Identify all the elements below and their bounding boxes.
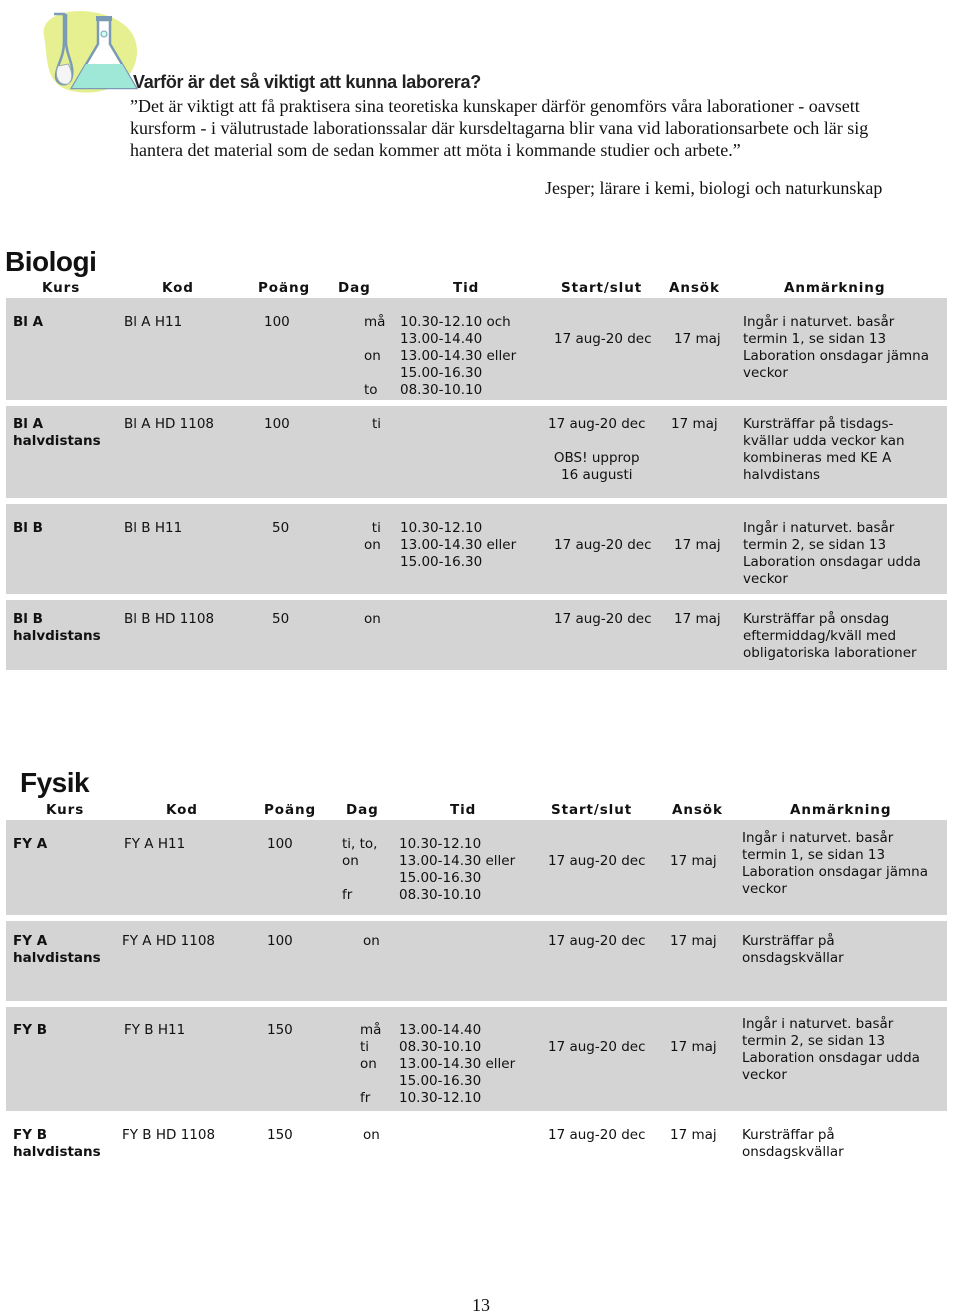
header-kod: Kod	[162, 280, 194, 296]
cell-poang: 50	[272, 611, 290, 627]
cell-poang: 150	[267, 1127, 293, 1143]
cell-kurs: Bl A halvdistans	[13, 416, 101, 449]
cell-start-slut: 17 aug-20 dec	[554, 537, 652, 553]
cell-kod: Bl B H11	[124, 520, 183, 536]
cell-kod: Bl A HD 1108	[124, 416, 215, 432]
cell-kod: FY B HD 1108	[122, 1127, 216, 1143]
intro-quote	[130, 95, 920, 161]
header-tid: Tid	[453, 280, 480, 296]
header-poang: Poäng	[264, 802, 317, 818]
cell-start-slut: 17 aug-20 dec OBS! upprop 16 augusti	[548, 416, 646, 483]
cell-poang: 100	[267, 933, 293, 949]
cell-dag: on	[363, 1127, 380, 1143]
cell-kurs: FY A	[13, 836, 48, 852]
header-anmarkning: Anmärkning	[790, 802, 892, 818]
intro-title: Varför är det så viktigt att kunna laborera?	[133, 72, 481, 92]
cell-ansok: 17 maj	[670, 853, 717, 869]
cell-dag: on	[364, 611, 381, 627]
cell-ansok: 17 maj	[670, 1127, 717, 1143]
cell-kurs: Bl B	[13, 520, 43, 536]
header-kurs: Kurs	[42, 280, 81, 296]
cell-ansok: 17 maj	[674, 611, 721, 627]
header-dag: Dag	[338, 280, 371, 296]
cell-dag: on	[363, 933, 380, 949]
cell-anmarkning: Kursträffar på onsdag eftermiddag/kväll med obligatoriska laborationer	[743, 611, 917, 661]
cell-anmarkning: Ingår i naturvet. basår termin 2, se sidan 13 Laboration onsdagar udda veckor	[743, 520, 921, 587]
header-ansok: Ansök	[669, 280, 720, 296]
cell-anmarkning: Ingår i naturvet. basår termin 1, se sidan 13 Laboration onsdagar jämna veckor	[742, 830, 928, 897]
cell-ansok: 17 maj	[674, 537, 721, 553]
header-anmarkning: Anmärkning	[784, 280, 886, 296]
section-title-fysik: Fysik	[20, 767, 90, 798]
cell-kod: FY A H11	[124, 836, 186, 852]
header-dag: Dag	[346, 802, 379, 818]
cell-dag: ti, to, on fr	[342, 836, 378, 903]
cell-anmarkning: Kursträffar på tisdags- kvällar udda veckor kan kombineras med KE A halvdistans	[743, 416, 905, 483]
cell-kurs: FY B halvdistans	[13, 1127, 101, 1160]
page-number: 13	[472, 1295, 490, 1315]
cell-anmarkning: Kursträffar på onsdagskvällar	[742, 933, 844, 966]
section-title-biologi: Biologi	[5, 246, 97, 277]
cell-tid: 10.30-12.10 och 13.00-14.40 13.00-14.30 eller 15.00-16.30 08.30-10.10	[400, 314, 517, 398]
cell-poang: 100	[264, 416, 290, 432]
header-tid: Tid	[450, 802, 477, 818]
header-kurs: Kurs	[46, 802, 85, 818]
cell-start-slut: 17 aug-20 dec	[548, 933, 646, 949]
cell-start-slut: 17 aug-20 dec	[554, 611, 652, 627]
header-poang: Poäng	[258, 280, 311, 296]
header-start-slut: Start/slut	[551, 802, 633, 818]
cell-dag: må ti on fr	[360, 1022, 382, 1106]
cell-start-slut: 17 aug-20 dec	[548, 853, 646, 869]
cell-kurs: Bl A	[13, 314, 44, 330]
cell-ansok: 17 maj	[671, 416, 718, 432]
cell-dag: må on to	[364, 314, 386, 398]
cell-start-slut: 17 aug-20 dec	[548, 1039, 646, 1055]
cell-kurs: FY A halvdistans	[13, 933, 101, 966]
cell-poang: 150	[267, 1022, 293, 1038]
cell-dag: ti	[372, 416, 382, 432]
cell-anmarkning: Ingår i naturvet. basår termin 1, se sidan 13 Laboration onsdagar jämna veckor	[743, 314, 929, 381]
cell-kurs: FY B	[13, 1022, 47, 1038]
cell-tid: 13.00-14.40 08.30-10.10 13.00-14.30 eller 15.00-16.30 10.30-12.10	[399, 1022, 516, 1106]
cell-poang: 50	[272, 520, 290, 536]
cell-kod: Bl B HD 1108	[124, 611, 215, 627]
cell-start-slut: 17 aug-20 dec	[554, 331, 652, 347]
cell-poang: 100	[264, 314, 290, 330]
cell-kod: Bl A H11	[124, 314, 183, 330]
cell-tid: 10.30-12.10 13.00-14.30 eller 15.00-16.30 08.30-10.10	[399, 836, 516, 903]
header-start-slut: Start/slut	[561, 280, 643, 296]
cell-kod: FY A HD 1108	[122, 933, 216, 949]
cell-kurs: Bl B halvdistans	[13, 611, 101, 644]
cell-start-slut: 17 aug-20 dec	[548, 1127, 646, 1143]
cell-ansok: 17 maj	[674, 331, 721, 347]
cell-ansok: 17 maj	[670, 933, 717, 949]
header-ansok: Ansök	[672, 802, 723, 818]
cell-tid: 10.30-12.10 13.00-14.30 eller 15.00-16.30	[400, 520, 517, 570]
cell-ansok: 17 maj	[670, 1039, 717, 1055]
cell-poang: 100	[267, 836, 293, 852]
quote-signature: Jesper; lärare i kemi, biologi och naturkunskap	[545, 178, 883, 198]
header-kod: Kod	[166, 802, 198, 818]
intro-quote-text: ”Det är viktigt att få praktisera sina teoretiska kunskaper därför genomförs våra laborationer - oavsett kursform - i välutrustade laborationssalar där kursdeltagarna blir vana vid laborationsarbete och lär sig hantera det material som de sedan kommer att möta i kommande studier och arbete.”	[130, 96, 869, 160]
cell-dag: ti on	[364, 520, 381, 553]
lab-flask-logo-icon	[38, 6, 148, 98]
cell-anmarkning: Kursträffar på onsdagskvällar	[742, 1127, 844, 1160]
cell-anmarkning: Ingår i naturvet. basår termin 2, se sidan 13 Laboration onsdagar udda veckor	[742, 1016, 920, 1083]
cell-kod: FY B H11	[124, 1022, 186, 1038]
